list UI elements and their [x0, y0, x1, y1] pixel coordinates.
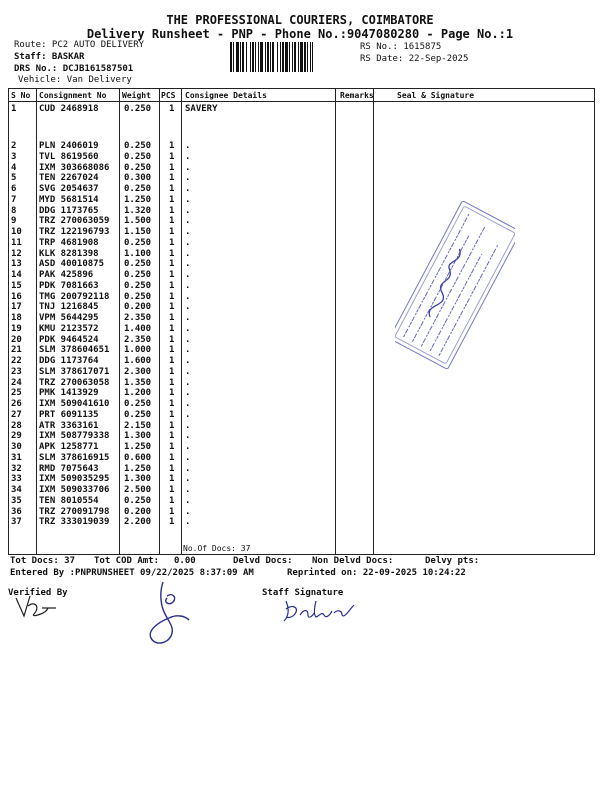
row-consignment: IXM 303668086: [39, 162, 110, 173]
row-sno: 4: [11, 162, 17, 173]
row-sno: 34: [11, 485, 22, 495]
row-consignee: .: [185, 345, 191, 356]
row-sno: 24: [11, 377, 22, 388]
row-consignee: .: [185, 442, 191, 452]
total-cod-amount: 0.00: [174, 556, 196, 566]
row-consignment: TRP 4681908: [39, 237, 99, 248]
row-consignee: .: [185, 452, 191, 463]
row-consignment: SLM 378617071: [39, 366, 110, 377]
row-weight: 2.300: [124, 366, 152, 377]
route-label: Route: PC2 AUTO DELIVERY: [14, 40, 145, 50]
row-pcs: 1: [169, 420, 175, 431]
row-pcs: 1: [169, 162, 175, 173]
row-consignee: .: [185, 162, 191, 173]
company-title: THE PROFESSIONAL COURIERS, COIMBATORE: [166, 13, 434, 27]
header-consignee: Consignee Details: [185, 91, 267, 100]
row-sno: 33: [11, 474, 22, 485]
row-sno: 8: [11, 205, 17, 216]
delivery-points: Delvy pts:: [425, 556, 480, 566]
header-remarks: Remarks: [340, 91, 374, 100]
row-pcs: 1: [169, 302, 175, 313]
row-weight: 1.300: [124, 431, 152, 442]
row-pcs: 1: [169, 313, 175, 323]
row-sno: 1: [11, 104, 17, 114]
row-pcs: 1: [169, 259, 175, 270]
row-consignment: IXM 508779338: [39, 431, 110, 442]
vehicle-label: Vehicle: Van Delivery: [18, 75, 132, 85]
row-consignment: TRZ 270063058: [39, 377, 110, 388]
row-pcs: 1: [169, 280, 175, 291]
row-pcs: 1: [169, 506, 175, 517]
row-weight: 1.350: [124, 377, 152, 388]
row-pcs: 1: [169, 205, 175, 216]
row-sno: 27: [11, 409, 22, 420]
row-sno: 18: [11, 313, 22, 323]
row-pcs: 1: [169, 399, 175, 409]
row-consignment: IXM 509041610: [39, 399, 110, 409]
row-consignee: .: [185, 237, 191, 248]
row-pcs: 1: [169, 463, 175, 474]
row-consignment: PRT 6091135: [39, 409, 99, 420]
row-pcs: 1: [169, 452, 175, 463]
row-sno: 30: [11, 442, 22, 452]
row-pcs: 1: [169, 517, 175, 528]
verifier-signature: [14, 590, 64, 620]
reprinted-on: Reprinted on: 22-09-2025 10:24:22: [287, 568, 466, 578]
row-weight: 1.250: [124, 463, 152, 474]
row-sno: 35: [11, 495, 22, 506]
row-sno: 22: [11, 356, 22, 366]
total-docs: Tot Docs: 37: [10, 556, 76, 566]
row-sno: 6: [11, 184, 17, 194]
row-weight: 1.320: [124, 205, 152, 216]
row-consignee: .: [185, 409, 191, 420]
row-sno: 16: [11, 291, 22, 302]
row-sno: 32: [11, 463, 22, 474]
row-pcs: 1: [169, 345, 175, 356]
row-weight: 0.250: [124, 409, 152, 420]
row-sno: 11: [11, 237, 22, 248]
staff-label: Staff: BASKAR: [14, 52, 85, 62]
row-consignee: .: [185, 291, 191, 302]
row-consignee: .: [185, 506, 191, 517]
row-consignment: TEN 8010554: [39, 495, 99, 506]
row-consignment: KMU 2123572: [39, 323, 99, 334]
row-sno: 26: [11, 399, 22, 409]
row-consignee: .: [185, 517, 191, 528]
row-weight: 1.250: [124, 194, 152, 205]
row-weight: 2.150: [124, 420, 152, 431]
row-weight: 0.250: [124, 104, 152, 114]
row-sno: 19: [11, 323, 22, 334]
row-consignment: TRZ 270091798: [39, 506, 110, 517]
row-pcs: 1: [169, 151, 175, 162]
row-weight: 0.250: [124, 237, 152, 248]
row-weight: 0.250: [124, 291, 152, 302]
row-consignee: .: [185, 205, 191, 216]
row-sno: 17: [11, 302, 22, 313]
staff-handwritten-signature: [282, 595, 362, 625]
entered-by: Entered By :PNPRUNSHEET 09/22/2025 8:37:09 AM: [10, 568, 254, 578]
row-consignee: .: [185, 151, 191, 162]
row-consignment: PLN 2406019: [39, 141, 99, 151]
row-sno: 5: [11, 173, 17, 184]
row-pcs: 1: [169, 366, 175, 377]
row-consignment: DDG 1173765: [39, 205, 99, 216]
row-consignment: TRZ 270063059: [39, 216, 110, 227]
row-consignment: SLM 378616915: [39, 452, 110, 463]
row-consignee: .: [185, 431, 191, 442]
row-pcs: 1: [169, 194, 175, 205]
row-consignment: DDG 1173764: [39, 356, 99, 366]
row-weight: 1.200: [124, 388, 152, 399]
row-consignment: TMG 200792118: [39, 291, 110, 302]
row-consignee: .: [185, 227, 191, 237]
row-consignee: .: [185, 334, 191, 345]
row-weight: 2.500: [124, 485, 152, 495]
row-sno: 3: [11, 151, 17, 162]
row-weight: 0.250: [124, 270, 152, 280]
header-weight: Weight: [122, 91, 151, 100]
row-sno: 15: [11, 280, 22, 291]
row-sno: 23: [11, 366, 22, 377]
row-consignee: .: [185, 248, 191, 259]
row-consignment: RMD 7075643: [39, 463, 99, 474]
row-pcs: 1: [169, 248, 175, 259]
row-consignment: TRZ 333019039: [39, 517, 110, 528]
row-consignment: PAK 425896: [39, 270, 94, 280]
row-weight: 0.250: [124, 399, 152, 409]
row-consignee: .: [185, 302, 191, 313]
runsheet-subtitle: Delivery Runsheet - PNP - Phone No.:9047080280 - Page No.:1: [86, 27, 514, 41]
row-sno: 36: [11, 506, 22, 517]
row-consignee: .: [185, 388, 191, 399]
row-weight: 0.250: [124, 162, 152, 173]
row-weight: 1.500: [124, 216, 152, 227]
row-pcs: 1: [169, 409, 175, 420]
row-weight: 2.350: [124, 334, 152, 345]
total-cod-label: Tot COD Amt:: [94, 556, 160, 566]
non-delivered-docs: Non Delvd Docs:: [312, 556, 394, 566]
drs-number: DRS No.: DCJB161587501: [14, 64, 134, 74]
row-pcs: 1: [169, 184, 175, 194]
row-pcs: 1: [169, 388, 175, 399]
row-consignee: .: [185, 366, 191, 377]
row-weight: 1.000: [124, 345, 152, 356]
row-sno: 31: [11, 452, 22, 463]
row-pcs: 1: [169, 216, 175, 227]
row-consignment: KLK 8281398: [39, 248, 99, 259]
company-seal-stamp: [395, 190, 515, 380]
row-sno: 13: [11, 259, 22, 270]
row-pcs: 1: [169, 474, 175, 485]
row-weight: 1.250: [124, 442, 152, 452]
row-pcs: 1: [169, 237, 175, 248]
row-sno: 10: [11, 227, 22, 237]
row-pcs: 1: [169, 104, 175, 114]
row-pcs: 1: [169, 495, 175, 506]
row-sno: 2: [11, 141, 17, 151]
delivered-docs: Delvd Docs:: [233, 556, 293, 566]
row-consignment: APK 1258771: [39, 442, 99, 452]
rs-date: RS Date: 22-Sep-2025: [360, 54, 469, 64]
row-weight: 0.200: [124, 506, 152, 517]
row-pcs: 1: [169, 291, 175, 302]
handwritten-signature: [145, 578, 195, 650]
staff-signature-label: Staff Signature: [262, 588, 344, 598]
row-consignment: PDK 7081663: [39, 280, 99, 291]
row-sno: 14: [11, 270, 22, 280]
row-weight: 0.250: [124, 495, 152, 506]
row-consignment: SLM 378604651: [39, 345, 110, 356]
row-consignment: SVG 2054637: [39, 184, 99, 194]
header-pcs: PCS: [161, 91, 176, 100]
row-consignment: PDK 9464524: [39, 334, 99, 345]
row-sno: 20: [11, 334, 22, 345]
row-consignee: .: [185, 173, 191, 184]
row-consignment: CUD 2468918: [39, 104, 99, 114]
row-weight: 1.100: [124, 248, 152, 259]
row-sno: 29: [11, 431, 22, 442]
row-sno: 25: [11, 388, 22, 399]
row-pcs: 1: [169, 442, 175, 452]
rs-number: RS No.: 1615875: [360, 42, 442, 52]
row-consignee: .: [185, 399, 191, 409]
row-weight: 0.250: [124, 151, 152, 162]
header-sno: S No: [11, 91, 31, 100]
row-consignment: PMK 1413929: [39, 388, 99, 399]
row-weight: 1.300: [124, 474, 152, 485]
row-weight: 0.300: [124, 173, 152, 184]
row-consignment: TNJ 1216845: [39, 302, 99, 313]
row-consignee: .: [185, 184, 191, 194]
row-pcs: 1: [169, 431, 175, 442]
row-consignment: IXM 509033706: [39, 485, 110, 495]
row-consignee: .: [185, 280, 191, 291]
verified-by-label: Verified By: [8, 588, 68, 598]
no-of-docs: No.Of Docs: 37: [183, 544, 251, 553]
row-sno: 12: [11, 248, 22, 259]
row-weight: 0.250: [124, 141, 152, 151]
row-weight: 1.600: [124, 356, 152, 366]
row-consignee: .: [185, 377, 191, 388]
row-consignment: VPM 5644295: [39, 313, 99, 323]
row-sno: 37: [11, 517, 22, 528]
row-consignee: .: [185, 141, 191, 151]
row-consignment: ASD 40010875: [39, 259, 105, 270]
row-consignee: .: [185, 216, 191, 227]
row-weight: 0.250: [124, 259, 152, 270]
row-sno: 28: [11, 420, 22, 431]
barcode-image: [230, 42, 354, 72]
row-consignee: .: [185, 485, 191, 495]
row-consignee: .: [185, 356, 191, 366]
row-pcs: 1: [169, 334, 175, 345]
row-weight: 0.250: [124, 184, 152, 194]
row-consignment: TRZ 122196793: [39, 227, 110, 237]
row-pcs: 1: [169, 377, 175, 388]
row-weight: 1.150: [124, 227, 152, 237]
row-consignee: .: [185, 259, 191, 270]
row-consignment: IXM 509035295: [39, 474, 110, 485]
row-weight: 2.200: [124, 517, 152, 528]
row-consignment: ATR 3363161: [39, 420, 99, 431]
row-sno: 21: [11, 345, 22, 356]
row-pcs: 1: [169, 270, 175, 280]
row-pcs: 1: [169, 173, 175, 184]
row-sno: 9: [11, 216, 17, 227]
row-weight: 0.600: [124, 452, 152, 463]
row-consignment: TVL 8619560: [39, 151, 99, 162]
row-consignee: .: [185, 194, 191, 205]
row-consignee: SAVERY: [185, 104, 218, 114]
row-pcs: 1: [169, 356, 175, 366]
row-consignment: MYD 5681514: [39, 194, 99, 205]
row-weight: 2.350: [124, 313, 152, 323]
row-consignee: .: [185, 313, 191, 323]
row-consignee: .: [185, 474, 191, 485]
row-sno: 7: [11, 194, 17, 205]
row-consignment: TEN 2267024: [39, 173, 99, 184]
row-weight: 0.200: [124, 302, 152, 313]
row-consignee: .: [185, 463, 191, 474]
row-pcs: 1: [169, 141, 175, 151]
row-consignee: .: [185, 270, 191, 280]
row-consignee: .: [185, 323, 191, 334]
row-consignee: .: [185, 495, 191, 506]
row-consignee: .: [185, 420, 191, 431]
row-weight: 1.400: [124, 323, 152, 334]
row-pcs: 1: [169, 485, 175, 495]
row-weight: 0.250: [124, 280, 152, 291]
header-consignment: Consignment No: [39, 91, 107, 100]
row-pcs: 1: [169, 323, 175, 334]
header-seal-signature: Seal & Signature: [397, 91, 475, 100]
row-pcs: 1: [169, 227, 175, 237]
